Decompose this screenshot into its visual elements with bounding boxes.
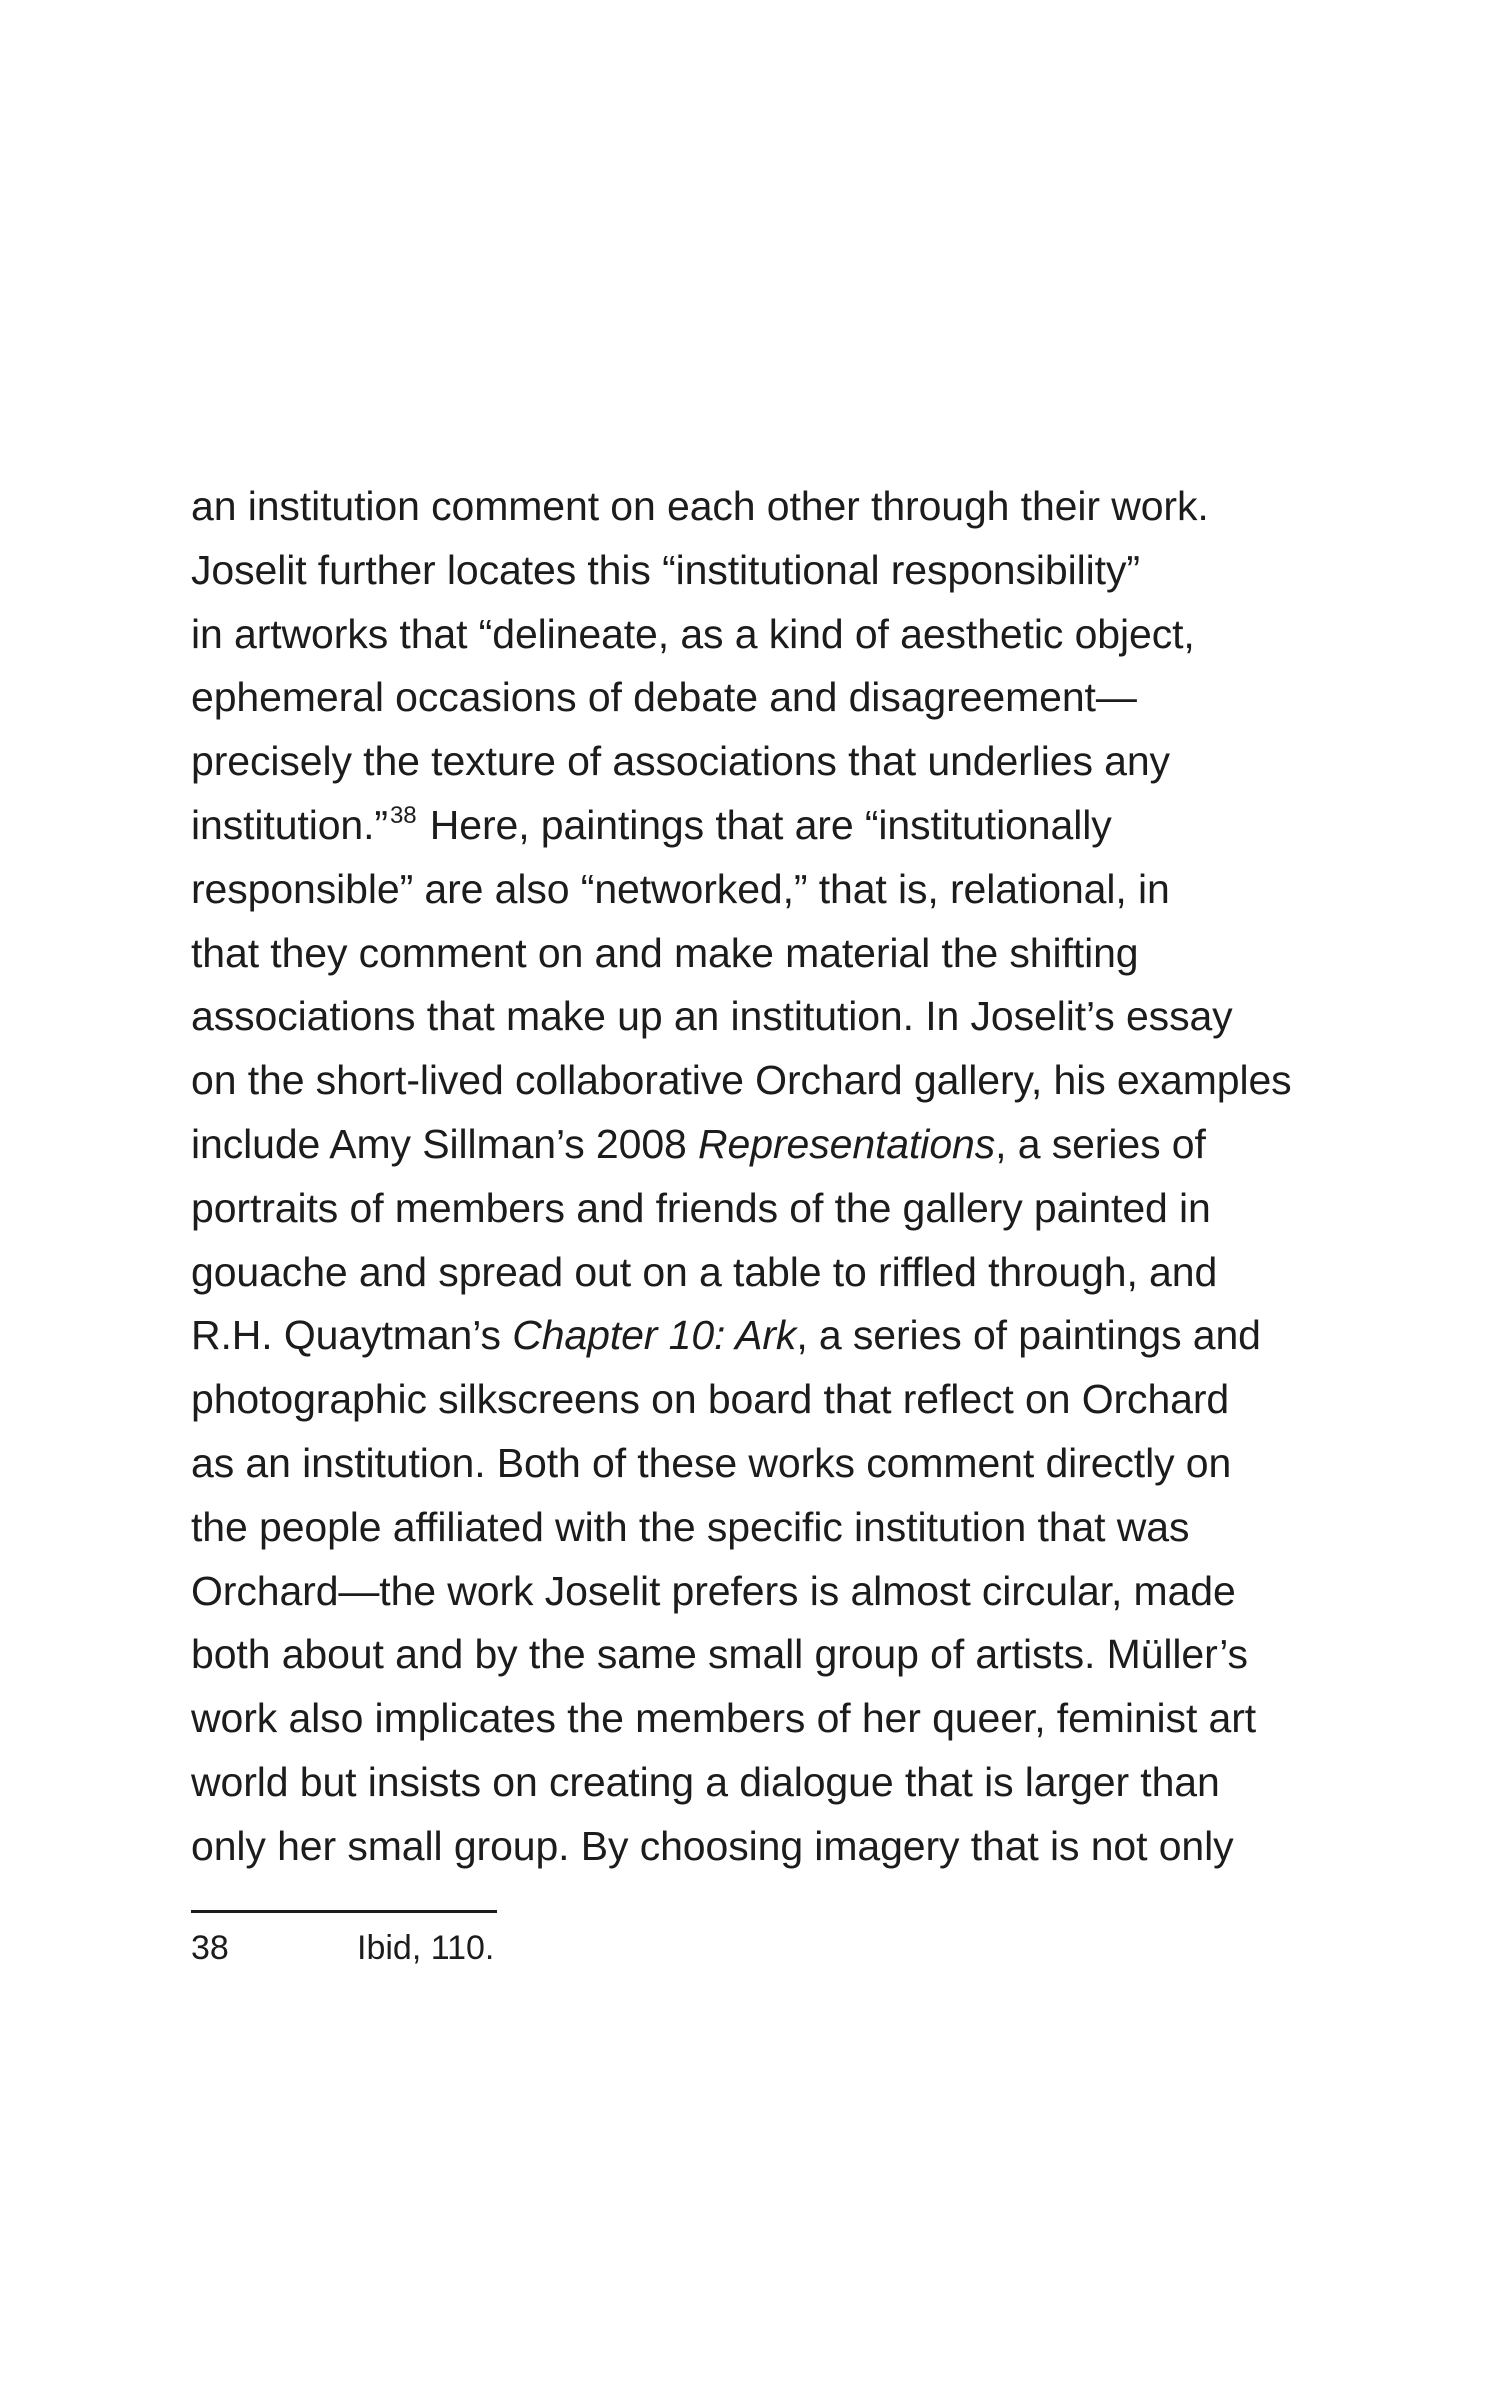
text-line: as an institution. Both of these works comment directly on	[191, 1439, 1232, 1486]
text-line: precisely the texture of associations that underlies any	[191, 738, 1170, 785]
text-line: institution.”$^{38}$ Here, paintings that are “institutionally	[191, 801, 1112, 848]
text-line: that they comment on and make material the shifting	[191, 929, 1139, 976]
text-line: work also implicates the members of her queer, feminist art	[191, 1695, 1257, 1742]
text-line: associations that make up an institution. In Joselit’s essay	[191, 993, 1233, 1040]
text-line: responsible” are also “networked,” that is, relational, in	[191, 865, 1170, 912]
text-line: on the short-lived collaborative Orchard gallery, his examples	[191, 1057, 1292, 1104]
footnote-text: Ibid, 110.	[357, 1929, 495, 1967]
footnote-number: 38	[191, 1929, 229, 1967]
text-line: an institution comment on each other through their work.	[191, 483, 1209, 529]
text-line: world but insists on creating a dialogue that is larger than	[191, 1758, 1220, 1805]
text-line: Joselit further locates this “institutional responsibility”	[191, 546, 1140, 593]
text-line: only her small group. By choosing imagery that is not only	[191, 1822, 1234, 1869]
artwork-title: Chapter 10: Ark	[512, 1312, 797, 1359]
text-line: gouache and spread out on a table to riffled through, and	[191, 1248, 1218, 1295]
text-line: both about and by the same small group of artists. Müller’s	[191, 1631, 1248, 1678]
text-line: Orchard—the work Joselit prefers is almost circular, made	[191, 1567, 1236, 1614]
text-line: R.H. Quaytman’s Chapter 10: Ark, a series of paintings and	[191, 1312, 1261, 1359]
text-line: in artworks that “delineate, as a kind of aesthetic object,	[191, 610, 1195, 657]
footnote-divider	[191, 1910, 497, 1913]
body-paragraph	[191, 475, 1461, 1879]
footnote-reference[interactable]: 38	[389, 801, 417, 829]
text-line: portraits of members and friends of the gallery painted in	[191, 1184, 1211, 1231]
footnote	[191, 1923, 494, 1973]
text-line: include Amy Sillman’s 2008 Representations, a series of	[191, 1120, 1206, 1167]
text-line: photographic silkscreens on board that reflect on Orchard	[191, 1376, 1230, 1423]
text-line: ephemeral occasions of debate and disagreement—	[191, 674, 1137, 721]
artwork-title: Representations	[698, 1120, 996, 1167]
text-line: the people affiliated with the specific institution that was	[191, 1503, 1190, 1550]
